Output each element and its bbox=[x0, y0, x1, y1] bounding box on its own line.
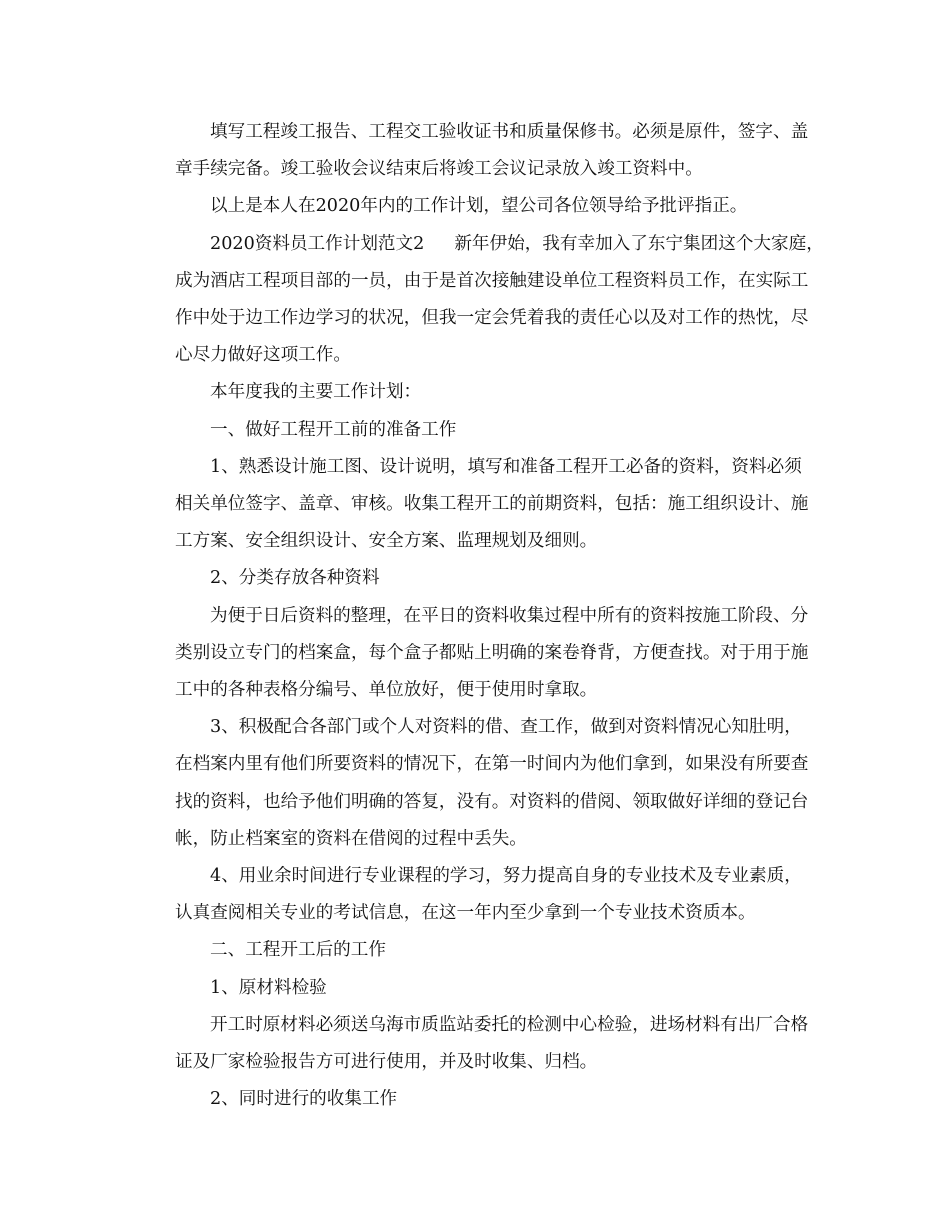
document-body bbox=[140, 114, 830, 1118]
paragraph-line bbox=[140, 784, 830, 821]
paragraph-line bbox=[140, 412, 830, 449]
line-text: 类别设立专门的档案盒，每个盒子都贴上明确的案卷脊背，方便查找。对于用于施 bbox=[175, 642, 809, 663]
paragraph-line bbox=[140, 374, 830, 411]
line-text: 为便于日后资料的整理，在平日的资料收集过程中所有的资料按施工阶段、分 bbox=[210, 605, 809, 626]
line-text: 本年度我的主要工作计划： bbox=[210, 382, 422, 403]
paragraph bbox=[140, 226, 830, 375]
line-text: 二、工程开工后的工作 bbox=[210, 940, 386, 961]
paragraph-line bbox=[140, 932, 830, 969]
line-text: 填写工程竣工报告、工程交工验收证书和质量保修书。必须是原件，签字、盖 bbox=[210, 122, 809, 142]
paragraph-line bbox=[140, 226, 830, 263]
paragraph-line bbox=[140, 300, 830, 337]
line-text: 工方案、安全组织设计、安全方案、监理规划及细则。 bbox=[175, 531, 598, 552]
paragraph bbox=[140, 932, 830, 969]
paragraph-line bbox=[140, 635, 830, 672]
line-text: 1、熟悉设计施工图、设计说明，填写和准备工程开工必备的资料，资料必须 bbox=[210, 456, 802, 477]
line-text: 章手续完备。竣工验收会议结束后将竣工会议记录放入竣工资料中。 bbox=[175, 159, 703, 180]
line-text: 开工时原材料必须送乌海市质监站委托的检测中心检验，进场材料有出厂合格 bbox=[210, 1014, 809, 1035]
paragraph bbox=[140, 449, 830, 561]
line-text: 3、积极配合各部门或个人对资料的借、查工作，做到对资料情况心知肚明， bbox=[210, 717, 802, 738]
paragraph-line bbox=[140, 560, 830, 597]
line-text: 2、分类存放各种资料 bbox=[210, 568, 380, 589]
paragraph-line bbox=[140, 486, 830, 523]
line-text: 找的资料，也给予他们明确的答复，没有。对资料的借阅、领取做好详细的登记台 bbox=[175, 791, 809, 812]
line-text: 帐，防止档案室的资料在借阅的过程中丢失。 bbox=[175, 828, 527, 849]
line-text: 认真查阅相关专业的考试信息，在这一年内至少拿到一个专业技术资质本。 bbox=[175, 903, 756, 924]
paragraph bbox=[140, 970, 830, 1007]
paragraph-line bbox=[140, 114, 830, 151]
paragraph-line bbox=[140, 1044, 830, 1081]
paragraph-line bbox=[140, 895, 830, 932]
paragraph-line bbox=[140, 188, 830, 225]
line-text: 2、同时进行的收集工作 bbox=[210, 1089, 398, 1110]
line-text: 新年伊始，我有幸加入了东宁集团这个大家庭， bbox=[454, 233, 824, 254]
paragraph-line bbox=[140, 672, 830, 709]
section-heading: 2020资料员工作计划范文2 bbox=[210, 233, 425, 254]
paragraph bbox=[140, 1007, 830, 1081]
paragraph-line bbox=[140, 337, 830, 374]
paragraph bbox=[140, 709, 830, 858]
paragraph-line bbox=[140, 858, 830, 895]
line-text: 4、用业余时间进行专业课程的学习，努力提高自身的专业技术及专业素质， bbox=[210, 866, 802, 887]
line-text: 1、原材料检验 bbox=[210, 977, 327, 998]
paragraph-line bbox=[140, 449, 830, 486]
paragraph-line bbox=[140, 709, 830, 746]
line-text: 在档案内里有他们所要资料的情况下，在第一时间内为他们拿到，如果没有所要查 bbox=[175, 754, 809, 775]
paragraph bbox=[140, 858, 830, 932]
line-text: 证及厂家检验报告方可进行使用，并及时收集、归档。 bbox=[175, 1052, 598, 1073]
paragraph-line bbox=[140, 1081, 830, 1118]
line-text: 心尽力做好这项工作。 bbox=[175, 345, 351, 366]
paragraph bbox=[140, 1081, 830, 1118]
paragraph bbox=[140, 188, 830, 225]
paragraph-line bbox=[140, 598, 830, 635]
line-text: 作中处于边工作边学习的状况，但我一定会凭着我的责任心以及对工作的热忱，尽 bbox=[175, 308, 809, 329]
paragraph-line bbox=[140, 263, 830, 300]
paragraph-line bbox=[140, 746, 830, 783]
paragraph-line bbox=[140, 1007, 830, 1044]
paragraph bbox=[140, 560, 830, 597]
line-text: 以上是本人在2020年内的工作计划，望公司各位领导给予批评指正。 bbox=[210, 196, 748, 217]
paragraph-line bbox=[140, 151, 830, 188]
paragraph-line bbox=[140, 970, 830, 1007]
paragraph bbox=[140, 114, 830, 188]
paragraph-line bbox=[140, 821, 830, 858]
paragraph bbox=[140, 412, 830, 449]
line-text: 成为酒店工程项目部的一员，由于是首次接触建设单位工程资料员工作，在实际工 bbox=[175, 270, 809, 291]
paragraph-line bbox=[140, 523, 830, 560]
line-text: 一、做好工程开工前的准备工作 bbox=[210, 419, 457, 440]
line-text: 相关单位签字、盖章、审核。收集工程开工的前期资料，包括：施工组织设计、施 bbox=[175, 494, 809, 515]
paragraph bbox=[140, 598, 830, 710]
line-text: 工中的各种表格分编号、单位放好，便于使用时拿取。 bbox=[175, 680, 598, 701]
paragraph bbox=[140, 374, 830, 411]
